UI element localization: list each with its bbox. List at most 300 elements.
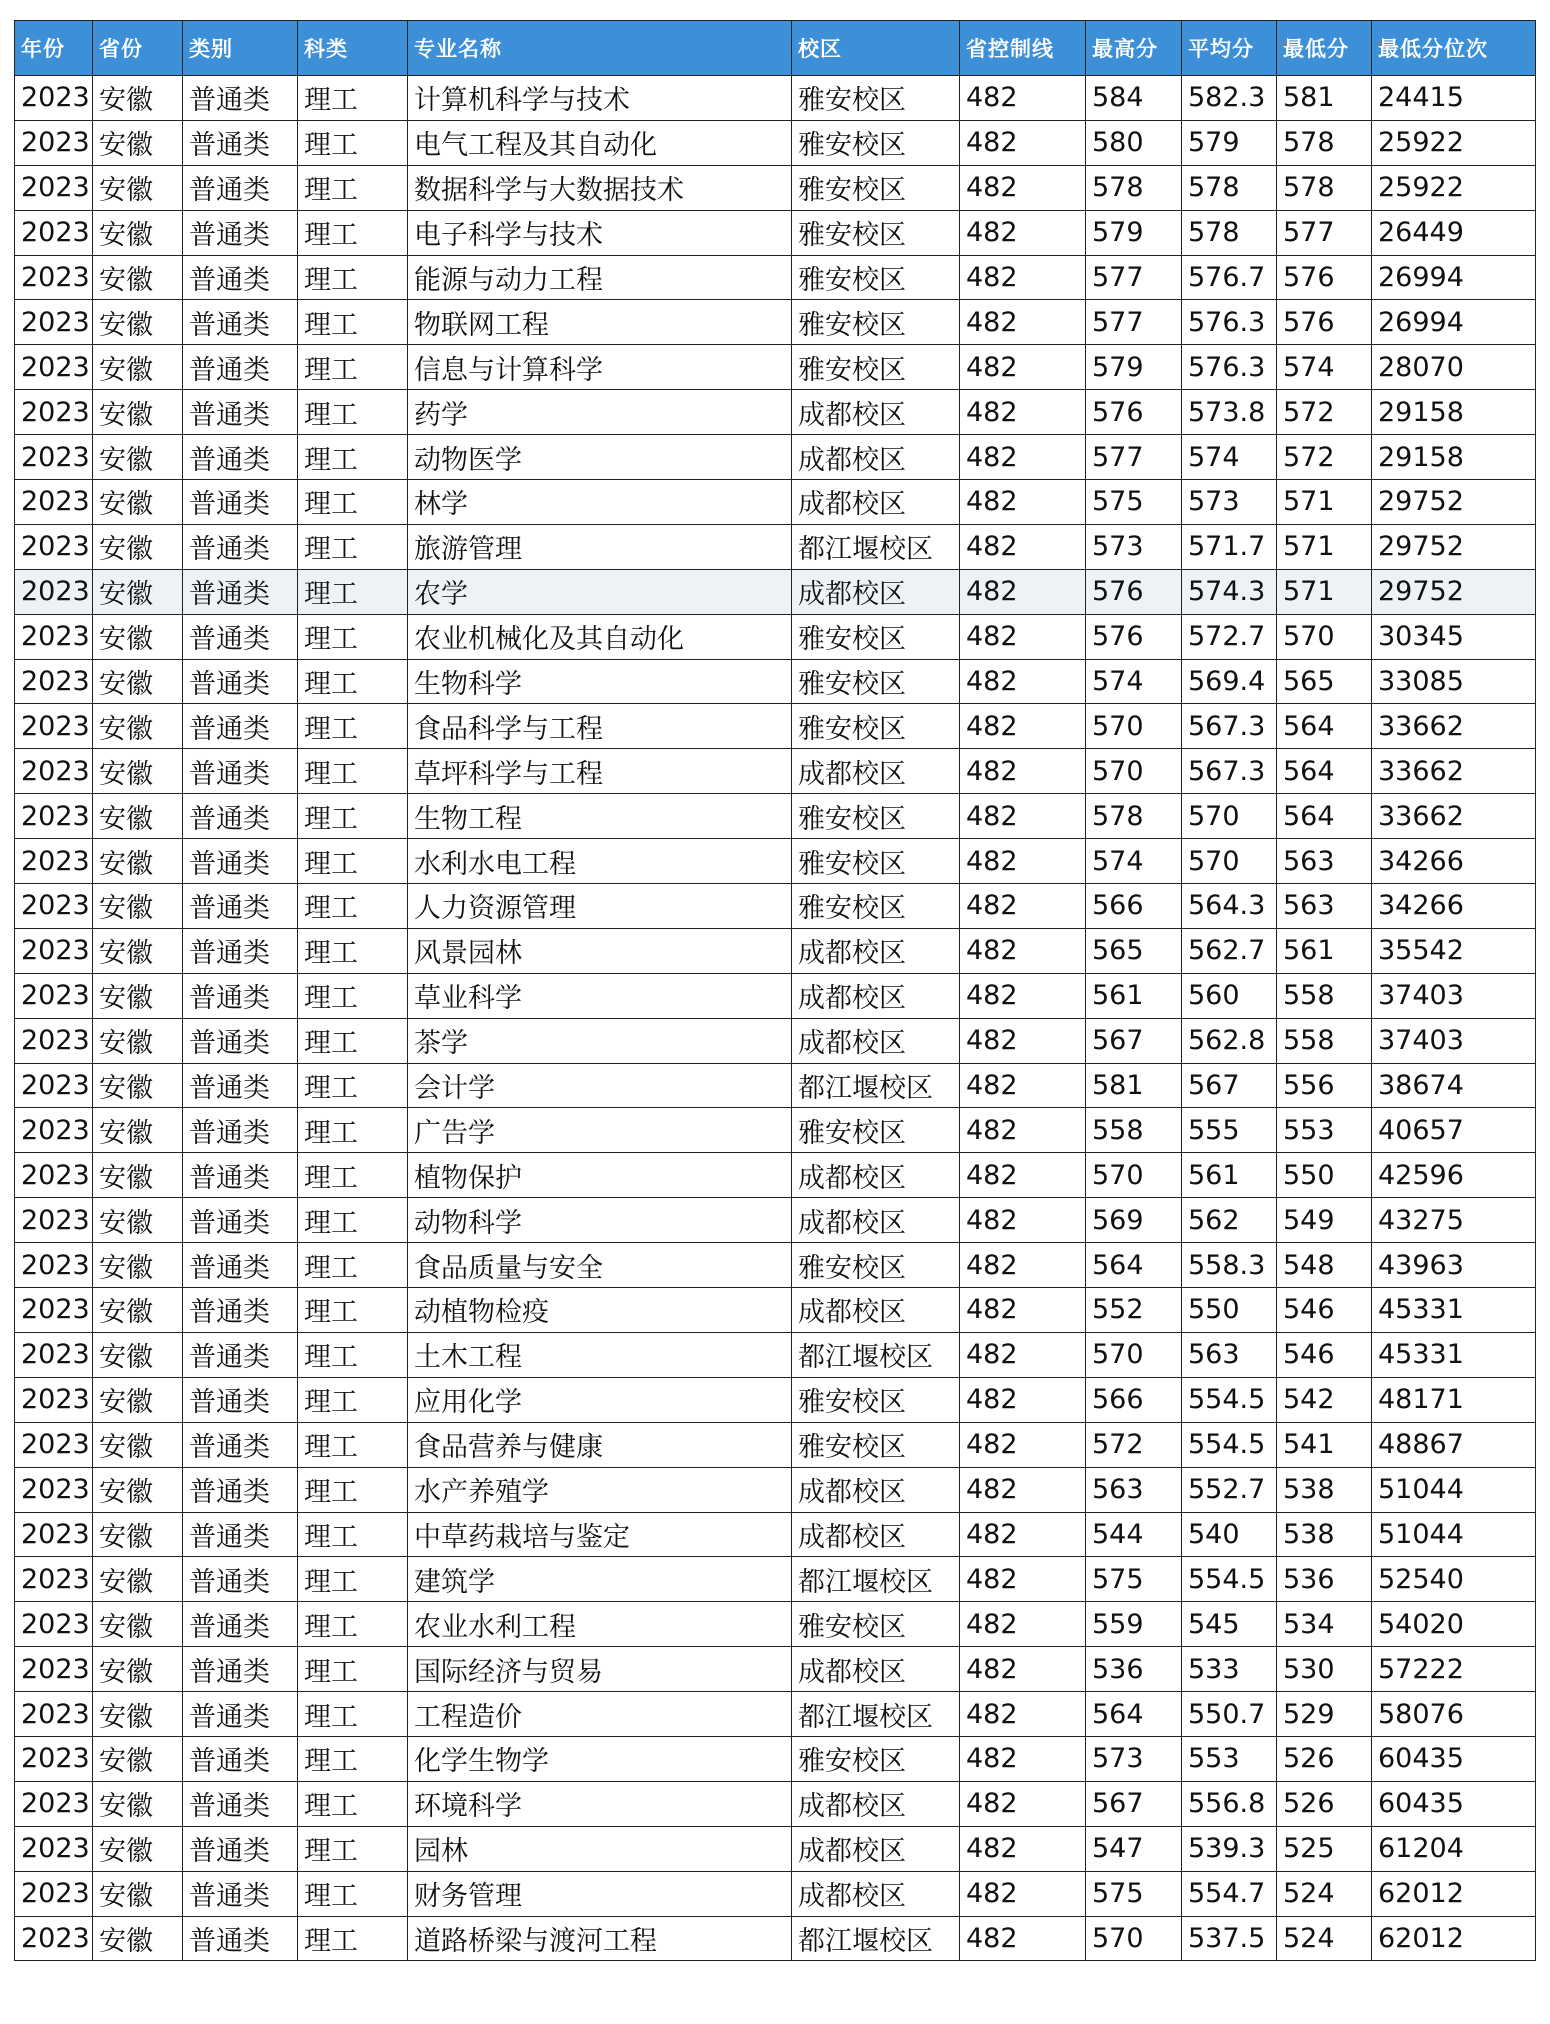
- cell-min-rank: 35542: [1372, 928, 1536, 973]
- cell-campus: 成都校区: [792, 1198, 960, 1243]
- cell-subject-type: 理工: [298, 1467, 408, 1512]
- cell-min-score: 553: [1277, 1108, 1372, 1153]
- cell-campus: 雅安校区: [792, 794, 960, 839]
- cell-province: 安徽: [93, 1198, 183, 1243]
- cell-max-score: 574: [1086, 839, 1182, 884]
- table-row: [15, 345, 1536, 390]
- cell-major-name: 化学生物学: [408, 1736, 792, 1781]
- cell-category: 普通类: [183, 569, 298, 614]
- header-subject-type: 科类: [298, 21, 408, 76]
- cell-province: 安徽: [93, 165, 183, 210]
- cell-min-score: 576: [1277, 255, 1372, 300]
- cell-subject-type: 理工: [298, 884, 408, 929]
- cell-max-score: 547: [1086, 1826, 1182, 1871]
- cell-campus: 雅安校区: [792, 1377, 960, 1422]
- cell-max-score: 578: [1086, 794, 1182, 839]
- header-avg-score: 平均分: [1182, 21, 1277, 76]
- cell-province: 安徽: [93, 1736, 183, 1781]
- cell-min-rank: 37403: [1372, 1018, 1536, 1063]
- cell-subject-type: 理工: [298, 255, 408, 300]
- cell-major-name: 数据科学与大数据技术: [408, 165, 792, 210]
- cell-campus: 成都校区: [792, 928, 960, 973]
- cell-min-rank: 60435: [1372, 1781, 1536, 1826]
- cell-min-rank: 43275: [1372, 1198, 1536, 1243]
- cell-category: 普通类: [183, 1243, 298, 1288]
- cell-campus: 成都校区: [792, 435, 960, 480]
- cell-province: 安徽: [93, 659, 183, 704]
- table-row: [15, 255, 1536, 300]
- cell-year: 2023: [15, 749, 93, 794]
- cell-min-score: 574: [1277, 345, 1372, 390]
- cell-year: 2023: [15, 165, 93, 210]
- cell-campus: 雅安校区: [792, 1243, 960, 1288]
- cell-year: 2023: [15, 659, 93, 704]
- cell-min-score: 570: [1277, 614, 1372, 659]
- header-min-score: 最低分: [1277, 21, 1372, 76]
- cell-major-name: 水利水电工程: [408, 839, 792, 884]
- cell-province: 安徽: [93, 1871, 183, 1916]
- table-row: [15, 524, 1536, 569]
- cell-subject-type: 理工: [298, 1916, 408, 1961]
- cell-subject-type: 理工: [298, 76, 408, 121]
- cell-control-line: 482: [960, 1467, 1086, 1512]
- cell-min-score: 542: [1277, 1377, 1372, 1422]
- cell-province: 安徽: [93, 1332, 183, 1377]
- cell-min-rank: 37403: [1372, 973, 1536, 1018]
- cell-province: 安徽: [93, 210, 183, 255]
- cell-avg-score: 554.5: [1182, 1557, 1277, 1602]
- cell-avg-score: 545: [1182, 1602, 1277, 1647]
- cell-campus: 成都校区: [792, 390, 960, 435]
- cell-province: 安徽: [93, 884, 183, 929]
- cell-max-score: 575: [1086, 1871, 1182, 1916]
- cell-avg-score: 567.3: [1182, 704, 1277, 749]
- cell-major-name: 农业水利工程: [408, 1602, 792, 1647]
- cell-control-line: 482: [960, 1602, 1086, 1647]
- cell-subject-type: 理工: [298, 1243, 408, 1288]
- cell-min-rank: 62012: [1372, 1871, 1536, 1916]
- cell-max-score: 564: [1086, 1692, 1182, 1737]
- cell-min-rank: 58076: [1372, 1692, 1536, 1737]
- cell-campus: 雅安校区: [792, 255, 960, 300]
- cell-max-score: 552: [1086, 1288, 1182, 1333]
- cell-category: 普通类: [183, 1422, 298, 1467]
- cell-control-line: 482: [960, 1647, 1086, 1692]
- cell-year: 2023: [15, 1736, 93, 1781]
- cell-province: 安徽: [93, 390, 183, 435]
- cell-control-line: 482: [960, 120, 1086, 165]
- cell-year: 2023: [15, 76, 93, 121]
- cell-category: 普通类: [183, 300, 298, 345]
- cell-category: 普通类: [183, 1871, 298, 1916]
- cell-control-line: 482: [960, 1063, 1086, 1108]
- cell-year: 2023: [15, 839, 93, 884]
- cell-max-score: 563: [1086, 1467, 1182, 1512]
- cell-year: 2023: [15, 1826, 93, 1871]
- cell-campus: 成都校区: [792, 1871, 960, 1916]
- cell-province: 安徽: [93, 1377, 183, 1422]
- cell-min-rank: 45331: [1372, 1288, 1536, 1333]
- cell-control-line: 482: [960, 1871, 1086, 1916]
- cell-max-score: 579: [1086, 345, 1182, 390]
- cell-min-rank: 26449: [1372, 210, 1536, 255]
- cell-province: 安徽: [93, 1063, 183, 1108]
- cell-province: 安徽: [93, 839, 183, 884]
- cell-campus: 都江堰校区: [792, 1063, 960, 1108]
- table-row: [15, 1243, 1536, 1288]
- cell-control-line: 482: [960, 345, 1086, 390]
- cell-avg-score: 574.3: [1182, 569, 1277, 614]
- cell-min-score: 581: [1277, 76, 1372, 121]
- cell-subject-type: 理工: [298, 300, 408, 345]
- cell-province: 安徽: [93, 1288, 183, 1333]
- cell-control-line: 482: [960, 704, 1086, 749]
- cell-min-rank: 42596: [1372, 1153, 1536, 1198]
- cell-avg-score: 558.3: [1182, 1243, 1277, 1288]
- cell-major-name: 水产养殖学: [408, 1467, 792, 1512]
- cell-max-score: 570: [1086, 704, 1182, 749]
- cell-major-name: 中草药栽培与鉴定: [408, 1512, 792, 1557]
- cell-category: 普通类: [183, 1557, 298, 1602]
- cell-campus: 雅安校区: [792, 1736, 960, 1781]
- cell-avg-score: 552.7: [1182, 1467, 1277, 1512]
- cell-control-line: 482: [960, 1377, 1086, 1422]
- cell-min-rank: 34266: [1372, 839, 1536, 884]
- cell-min-rank: 33662: [1372, 794, 1536, 839]
- cell-min-rank: 48171: [1372, 1377, 1536, 1422]
- cell-avg-score: 550.7: [1182, 1692, 1277, 1737]
- cell-major-name: 土木工程: [408, 1332, 792, 1377]
- cell-category: 普通类: [183, 1108, 298, 1153]
- cell-year: 2023: [15, 1153, 93, 1198]
- table-row: [15, 659, 1536, 704]
- cell-category: 普通类: [183, 1736, 298, 1781]
- cell-province: 安徽: [93, 1781, 183, 1826]
- cell-category: 普通类: [183, 1018, 298, 1063]
- cell-subject-type: 理工: [298, 165, 408, 210]
- cell-control-line: 482: [960, 1108, 1086, 1153]
- cell-category: 普通类: [183, 1692, 298, 1737]
- cell-min-rank: 34266: [1372, 884, 1536, 929]
- cell-max-score: 574: [1086, 659, 1182, 704]
- cell-year: 2023: [15, 704, 93, 749]
- cell-subject-type: 理工: [298, 659, 408, 704]
- cell-major-name: 工程造价: [408, 1692, 792, 1737]
- cell-min-rank: 29752: [1372, 569, 1536, 614]
- cell-province: 安徽: [93, 569, 183, 614]
- cell-category: 普通类: [183, 1602, 298, 1647]
- cell-min-score: 529: [1277, 1692, 1372, 1737]
- cell-min-score: 576: [1277, 300, 1372, 345]
- cell-min-score: 538: [1277, 1467, 1372, 1512]
- cell-major-name: 会计学: [408, 1063, 792, 1108]
- cell-category: 普通类: [183, 480, 298, 525]
- cell-subject-type: 理工: [298, 1288, 408, 1333]
- cell-category: 普通类: [183, 794, 298, 839]
- cell-avg-score: 550: [1182, 1288, 1277, 1333]
- cell-campus: 雅安校区: [792, 76, 960, 121]
- cell-major-name: 食品科学与工程: [408, 704, 792, 749]
- cell-control-line: 482: [960, 659, 1086, 704]
- cell-max-score: 576: [1086, 390, 1182, 435]
- cell-province: 安徽: [93, 1557, 183, 1602]
- cell-category: 普通类: [183, 1512, 298, 1557]
- cell-max-score: 565: [1086, 928, 1182, 973]
- cell-min-score: 548: [1277, 1243, 1372, 1288]
- cell-control-line: 482: [960, 1916, 1086, 1961]
- cell-province: 安徽: [93, 704, 183, 749]
- cell-min-rank: 26994: [1372, 255, 1536, 300]
- cell-major-name: 电子科学与技术: [408, 210, 792, 255]
- cell-max-score: 572: [1086, 1422, 1182, 1467]
- cell-avg-score: 579: [1182, 120, 1277, 165]
- cell-min-rank: 30345: [1372, 614, 1536, 659]
- cell-category: 普通类: [183, 1377, 298, 1422]
- cell-control-line: 482: [960, 1018, 1086, 1063]
- cell-category: 普通类: [183, 928, 298, 973]
- cell-min-score: 558: [1277, 973, 1372, 1018]
- cell-major-name: 电气工程及其自动化: [408, 120, 792, 165]
- cell-province: 安徽: [93, 345, 183, 390]
- cell-min-score: 536: [1277, 1557, 1372, 1602]
- cell-control-line: 482: [960, 165, 1086, 210]
- table-row: [15, 1198, 1536, 1243]
- cell-avg-score: 562.8: [1182, 1018, 1277, 1063]
- cell-campus: 成都校区: [792, 1288, 960, 1333]
- cell-major-name: 道路桥梁与渡河工程: [408, 1916, 792, 1961]
- cell-max-score: 577: [1086, 255, 1182, 300]
- cell-control-line: 482: [960, 973, 1086, 1018]
- table-row: [15, 1467, 1536, 1512]
- cell-max-score: 567: [1086, 1018, 1182, 1063]
- header-year: 年份: [15, 21, 93, 76]
- cell-category: 普通类: [183, 1781, 298, 1826]
- cell-major-name: 物联网工程: [408, 300, 792, 345]
- header-max-score: 最高分: [1086, 21, 1182, 76]
- cell-max-score: 575: [1086, 480, 1182, 525]
- cell-min-score: 538: [1277, 1512, 1372, 1557]
- cell-max-score: 567: [1086, 1781, 1182, 1826]
- cell-avg-score: 555: [1182, 1108, 1277, 1153]
- table-body: [15, 76, 1536, 1961]
- cell-major-name: 农学: [408, 569, 792, 614]
- cell-max-score: 561: [1086, 973, 1182, 1018]
- cell-subject-type: 理工: [298, 749, 408, 794]
- cell-major-name: 旅游管理: [408, 524, 792, 569]
- cell-major-name: 草业科学: [408, 973, 792, 1018]
- cell-campus: 成都校区: [792, 1018, 960, 1063]
- cell-min-rank: 28070: [1372, 345, 1536, 390]
- cell-campus: 成都校区: [792, 1826, 960, 1871]
- cell-min-score: 526: [1277, 1736, 1372, 1781]
- cell-control-line: 482: [960, 839, 1086, 884]
- cell-year: 2023: [15, 884, 93, 929]
- cell-campus: 雅安校区: [792, 210, 960, 255]
- cell-major-name: 风景园林: [408, 928, 792, 973]
- cell-max-score: 569: [1086, 1198, 1182, 1243]
- cell-province: 安徽: [93, 928, 183, 973]
- cell-year: 2023: [15, 1512, 93, 1557]
- cell-avg-score: 576.3: [1182, 300, 1277, 345]
- cell-major-name: 药学: [408, 390, 792, 435]
- cell-category: 普通类: [183, 1063, 298, 1108]
- cell-campus: 都江堰校区: [792, 1557, 960, 1602]
- cell-subject-type: 理工: [298, 569, 408, 614]
- cell-min-score: 563: [1277, 884, 1372, 929]
- table-row: [15, 794, 1536, 839]
- cell-min-rank: 29752: [1372, 524, 1536, 569]
- cell-subject-type: 理工: [298, 1198, 408, 1243]
- cell-min-score: 525: [1277, 1826, 1372, 1871]
- cell-campus: 雅安校区: [792, 884, 960, 929]
- cell-control-line: 482: [960, 1781, 1086, 1826]
- cell-province: 安徽: [93, 1647, 183, 1692]
- cell-avg-score: 576.3: [1182, 345, 1277, 390]
- cell-control-line: 482: [960, 210, 1086, 255]
- table-row: [15, 749, 1536, 794]
- table-row: [15, 614, 1536, 659]
- cell-min-score: 558: [1277, 1018, 1372, 1063]
- table-row: [15, 1422, 1536, 1467]
- cell-subject-type: 理工: [298, 390, 408, 435]
- cell-major-name: 能源与动力工程: [408, 255, 792, 300]
- cell-min-rank: 51044: [1372, 1467, 1536, 1512]
- cell-category: 普通类: [183, 210, 298, 255]
- table-row: [15, 210, 1536, 255]
- cell-subject-type: 理工: [298, 1602, 408, 1647]
- cell-min-rank: 40657: [1372, 1108, 1536, 1153]
- table-row: [15, 928, 1536, 973]
- cell-control-line: 482: [960, 1557, 1086, 1602]
- table-row: [15, 165, 1536, 210]
- cell-campus: 雅安校区: [792, 120, 960, 165]
- cell-avg-score: 554.5: [1182, 1422, 1277, 1467]
- cell-avg-score: 564.3: [1182, 884, 1277, 929]
- table-row: [15, 704, 1536, 749]
- cell-min-score: 530: [1277, 1647, 1372, 1692]
- cell-province: 安徽: [93, 1422, 183, 1467]
- cell-year: 2023: [15, 1467, 93, 1512]
- cell-control-line: 482: [960, 1422, 1086, 1467]
- cell-avg-score: 578: [1182, 210, 1277, 255]
- header-row: [15, 21, 1536, 76]
- cell-avg-score: 569.4: [1182, 659, 1277, 704]
- cell-max-score: 577: [1086, 300, 1182, 345]
- cell-avg-score: 567.3: [1182, 749, 1277, 794]
- cell-major-name: 食品质量与安全: [408, 1243, 792, 1288]
- cell-major-name: 动植物检疫: [408, 1288, 792, 1333]
- cell-min-rank: 33085: [1372, 659, 1536, 704]
- table-row: [15, 1108, 1536, 1153]
- cell-min-rank: 43963: [1372, 1243, 1536, 1288]
- table-row: [15, 973, 1536, 1018]
- cell-subject-type: 理工: [298, 1153, 408, 1198]
- cell-avg-score: 570: [1182, 794, 1277, 839]
- table-row: [15, 1332, 1536, 1377]
- cell-max-score: 576: [1086, 569, 1182, 614]
- cell-max-score: 570: [1086, 1916, 1182, 1961]
- table-row: [15, 1647, 1536, 1692]
- cell-campus: 雅安校区: [792, 1602, 960, 1647]
- cell-province: 安徽: [93, 749, 183, 794]
- cell-campus: 都江堰校区: [792, 1332, 960, 1377]
- cell-avg-score: 554.7: [1182, 1871, 1277, 1916]
- cell-subject-type: 理工: [298, 1557, 408, 1602]
- cell-min-score: 526: [1277, 1781, 1372, 1826]
- cell-control-line: 482: [960, 1692, 1086, 1737]
- cell-min-score: 546: [1277, 1288, 1372, 1333]
- cell-year: 2023: [15, 345, 93, 390]
- cell-major-name: 动物科学: [408, 1198, 792, 1243]
- table-row: [15, 120, 1536, 165]
- cell-province: 安徽: [93, 1108, 183, 1153]
- cell-min-score: 577: [1277, 210, 1372, 255]
- cell-year: 2023: [15, 1063, 93, 1108]
- cell-max-score: 578: [1086, 165, 1182, 210]
- cell-avg-score: 572.7: [1182, 614, 1277, 659]
- cell-province: 安徽: [93, 794, 183, 839]
- cell-category: 普通类: [183, 884, 298, 929]
- table-row: [15, 1512, 1536, 1557]
- cell-avg-score: 567: [1182, 1063, 1277, 1108]
- cell-min-rank: 33662: [1372, 749, 1536, 794]
- cell-min-rank: 29158: [1372, 390, 1536, 435]
- cell-max-score: 570: [1086, 1332, 1182, 1377]
- cell-province: 安徽: [93, 973, 183, 1018]
- cell-year: 2023: [15, 435, 93, 480]
- cell-min-score: 565: [1277, 659, 1372, 704]
- cell-control-line: 482: [960, 1826, 1086, 1871]
- cell-category: 普通类: [183, 659, 298, 704]
- cell-min-rank: 26994: [1372, 300, 1536, 345]
- cell-province: 安徽: [93, 435, 183, 480]
- cell-control-line: 482: [960, 569, 1086, 614]
- cell-province: 安徽: [93, 1512, 183, 1557]
- cell-subject-type: 理工: [298, 928, 408, 973]
- cell-min-score: 571: [1277, 524, 1372, 569]
- cell-campus: 成都校区: [792, 1781, 960, 1826]
- cell-campus: 成都校区: [792, 480, 960, 525]
- cell-province: 安徽: [93, 1916, 183, 1961]
- cell-min-rank: 57222: [1372, 1647, 1536, 1692]
- cell-major-name: 植物保护: [408, 1153, 792, 1198]
- table-row: [15, 1736, 1536, 1781]
- cell-category: 普通类: [183, 749, 298, 794]
- cell-control-line: 482: [960, 390, 1086, 435]
- cell-min-rank: 25922: [1372, 120, 1536, 165]
- cell-min-score: 578: [1277, 165, 1372, 210]
- cell-category: 普通类: [183, 1647, 298, 1692]
- cell-year: 2023: [15, 1781, 93, 1826]
- cell-max-score: 570: [1086, 1153, 1182, 1198]
- cell-max-score: 575: [1086, 1557, 1182, 1602]
- cell-category: 普通类: [183, 839, 298, 884]
- cell-control-line: 482: [960, 749, 1086, 794]
- cell-min-score: 550: [1277, 1153, 1372, 1198]
- cell-year: 2023: [15, 1377, 93, 1422]
- cell-subject-type: 理工: [298, 614, 408, 659]
- cell-category: 普通类: [183, 1332, 298, 1377]
- cell-year: 2023: [15, 120, 93, 165]
- cell-avg-score: 573.8: [1182, 390, 1277, 435]
- cell-avg-score: 573: [1182, 480, 1277, 525]
- cell-control-line: 482: [960, 1512, 1086, 1557]
- cell-control-line: 482: [960, 1288, 1086, 1333]
- cell-campus: 成都校区: [792, 1467, 960, 1512]
- cell-year: 2023: [15, 1198, 93, 1243]
- cell-min-rank: 62012: [1372, 1916, 1536, 1961]
- cell-min-score: 524: [1277, 1871, 1372, 1916]
